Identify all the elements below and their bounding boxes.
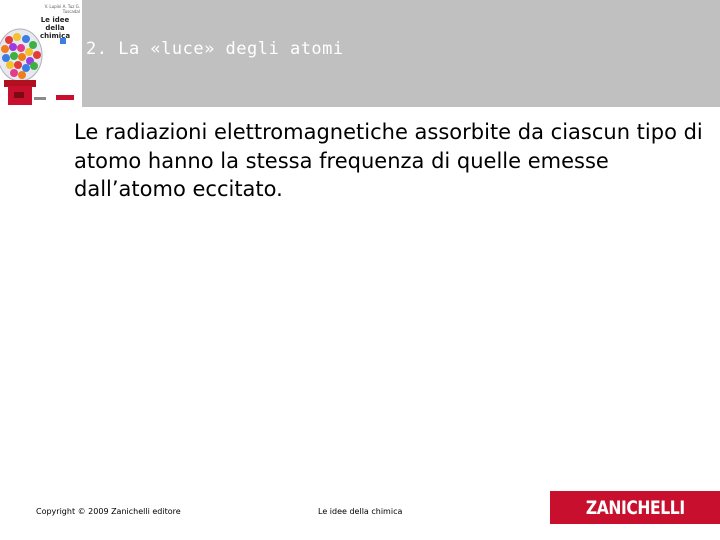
book-cover-image	[0, 0, 82, 107]
cover-title: Le idee della chimica	[39, 16, 71, 40]
logo-text: ZANICHELLI	[585, 496, 685, 519]
zanichelli-logo	[550, 491, 720, 524]
slide-title: 2. La «luce» degli atomi	[86, 39, 344, 59]
footer-book-title: Le idee della chimica	[318, 507, 403, 516]
cover-authors: V. Lupini A. Tuz G. Tuscadal	[44, 4, 80, 14]
cover-publisher-tag	[56, 95, 74, 100]
footer-copyright: Copyright © 2009 Zanichelli editore	[36, 507, 181, 516]
body-paragraph: Le radiazioni elettromagnetiche assorbite da ciascun tipo di atomo hanno la stessa frequenza di quelle emesse dall’atomo eccitato.	[74, 120, 703, 201]
